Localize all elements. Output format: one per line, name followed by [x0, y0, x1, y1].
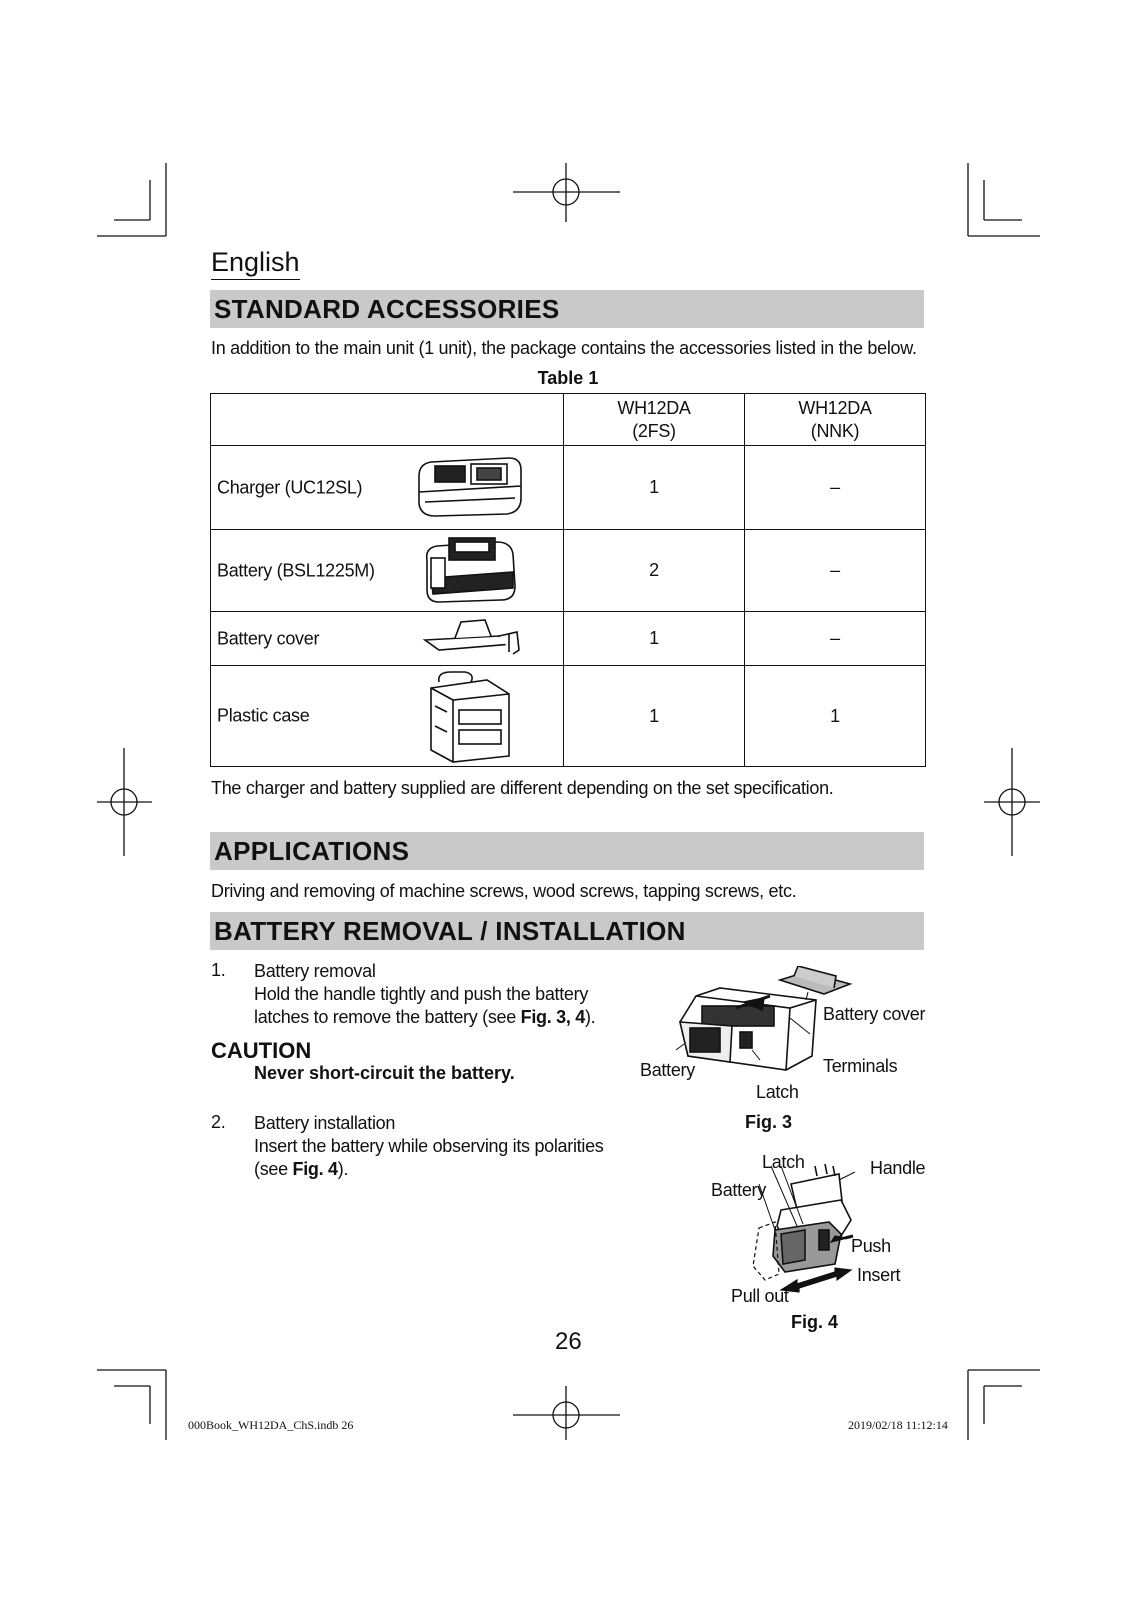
fig3-label-latch: Latch [756, 1082, 799, 1102]
step-body [254, 1135, 614, 1181]
qty-2fs: 1 [564, 446, 745, 530]
row-name: Battery cover [217, 628, 320, 648]
header-2fs-variant: (2FS) [632, 420, 676, 441]
row-name: Battery (BSL1225M) [217, 560, 375, 580]
applications-text: Driving and removing of machine screws, wood screws, tapping screws, etc. [211, 881, 797, 901]
qty-nnk: – [745, 446, 926, 530]
heading-text: BATTERY REMOVAL / INSTALLATION [214, 916, 686, 946]
fig4-label-insert: Insert [857, 1265, 901, 1285]
figure-reference: Fig. 3, 4 [520, 1007, 585, 1027]
heading-text: APPLICATIONS [214, 836, 410, 866]
header-nnk [745, 394, 926, 446]
fig3-label-terminals: Terminals [823, 1056, 898, 1076]
step-title: Battery installation [254, 1113, 396, 1133]
header-2fs [564, 394, 745, 446]
section-heading-applications [210, 832, 924, 870]
qty-2fs: 1 [564, 666, 745, 767]
table-caption: Table 1 [537, 368, 599, 388]
qty-nnk: – [745, 530, 926, 612]
header-2fs-model: WH12DA [617, 397, 691, 418]
step-removal [254, 960, 614, 1029]
caution-text: Never short-circuit the battery. [254, 1063, 515, 1083]
page-number: 26 [555, 1328, 582, 1355]
step-body [254, 983, 614, 1029]
fig4-label-latch: Latch [762, 1152, 805, 1172]
qty-nnk: 1 [745, 666, 926, 767]
caution-title: CAUTION [211, 1038, 312, 1063]
figure-reference: Fig. 4 [292, 1159, 338, 1179]
header-blank-cell [211, 394, 564, 446]
step-title: Battery removal [254, 961, 376, 981]
step-body-text: Hold the handle tightly and push the battery latches to remove the battery (see [254, 984, 589, 1027]
footer-timestamp: 2019/02/18 11:12:14 [848, 1418, 948, 1432]
qty-2fs: 1 [564, 612, 745, 666]
table-header-row [211, 394, 926, 446]
step-number: 2. [211, 1112, 226, 1132]
header-nnk-variant: (NNK) [810, 420, 860, 441]
footer-file: 000Book_WH12DA_ChS.indb 26 [188, 1418, 354, 1432]
fig4-caption: Fig. 4 [791, 1312, 839, 1332]
heading-text: STANDARD ACCESSORIES [214, 294, 560, 324]
plastic-case-icon [425, 670, 515, 764]
language-label: English [211, 246, 300, 280]
header-nnk-model: WH12DA [798, 397, 872, 418]
qty-nnk: – [745, 612, 926, 666]
table-row [211, 530, 926, 612]
row-name: Plastic case [217, 705, 310, 726]
fig3-label-battery: Battery [640, 1060, 695, 1080]
step-installation [254, 1112, 614, 1181]
battery-cover-icon [421, 618, 521, 658]
step-number: 1. [211, 960, 226, 980]
row-name-cell [211, 612, 564, 666]
step-body-end: ). [337, 1159, 349, 1179]
accessories-table [210, 393, 926, 767]
row-name-cell [211, 666, 564, 767]
row-name-cell [211, 446, 564, 530]
table-row [211, 446, 926, 530]
table-row [211, 612, 926, 666]
qty-2fs: 2 [564, 530, 745, 612]
battery-icon [419, 534, 519, 608]
section-heading-standard-accessories [210, 290, 924, 328]
section-heading-battery [210, 912, 924, 950]
fig4-label-push: Push [851, 1236, 891, 1256]
table-row [211, 666, 926, 767]
fig3-caption: Fig. 3 [745, 1112, 793, 1132]
row-name: Charger (UC12SL) [217, 477, 363, 497]
fig4-label-pull-out: Pull out [731, 1286, 789, 1306]
step-body-text: Insert the battery while observing its polarities (see [254, 1136, 604, 1179]
charger-icon [415, 452, 527, 522]
fig4-label-battery: Battery [711, 1180, 766, 1200]
fig4-label-handle: Handle [870, 1158, 926, 1178]
row-name-cell [211, 530, 564, 612]
accessories-note: The charger and battery supplied are different depending on the set specification. [211, 778, 834, 798]
fig3-label-battery-cover: Battery cover [823, 1004, 926, 1024]
step-body-end: ). [584, 1007, 596, 1027]
accessories-intro: In addition to the main unit (1 unit), the package contains the accessories listed in the below. [211, 338, 917, 358]
